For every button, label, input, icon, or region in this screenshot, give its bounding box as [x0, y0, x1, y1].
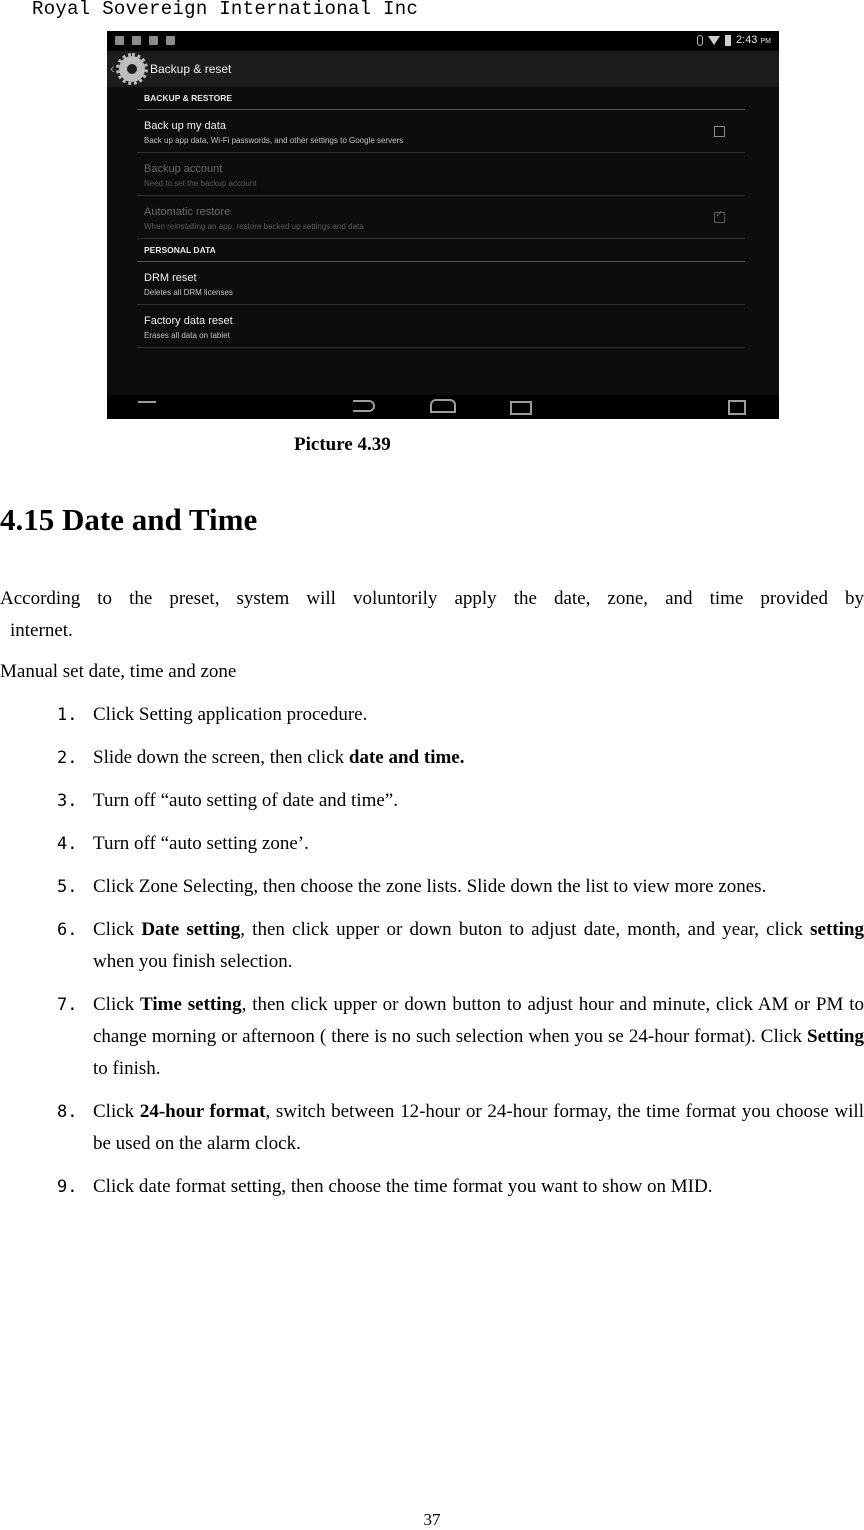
step-text: Click 24-hour format, switch between 12-hour or 24-hour formay, the time format you choose will be used on the alarm clock.	[93, 1101, 864, 1154]
step-text: Slide down the screen, then click date and time.	[93, 747, 465, 768]
usb-icon	[149, 36, 158, 45]
status-bar	[107, 31, 779, 51]
home-icon[interactable]	[430, 399, 456, 413]
settings-item[interactable]	[137, 110, 745, 153]
settings-item-summary: Erases all data on tablet	[144, 331, 230, 340]
step-text: Click Setting application procedure.	[93, 704, 368, 725]
step-number: 6.	[57, 920, 78, 940]
page-number: 37	[423, 1510, 441, 1529]
step-number: 3.	[57, 791, 78, 811]
settings-item-summary: Need to set the backup account	[144, 179, 257, 188]
settings-section-header: BACKUP & RESTORE	[137, 87, 745, 110]
notification-icon	[132, 36, 141, 45]
settings-item[interactable]	[137, 262, 745, 305]
settings-item	[137, 196, 745, 239]
status-clock: 2:43 PM	[736, 34, 771, 46]
step-text: Click Zone Selecting, then choose the zone lists. Slide down the list to view more zones.	[93, 876, 767, 897]
step-number: 5.	[57, 877, 78, 897]
wifi-icon	[708, 36, 720, 45]
settings-item-summary: Back up app data, Wi-Fi passwords, and other settings to Google servers	[144, 136, 404, 145]
recent-apps-icon[interactable]	[510, 401, 532, 415]
settings-item	[137, 153, 745, 196]
step-item	[0, 785, 864, 817]
step-item	[0, 699, 864, 731]
bluetooth-icon	[697, 35, 703, 46]
screenshot-icon[interactable]	[728, 400, 746, 415]
action-bar	[107, 51, 779, 87]
step-item	[0, 828, 864, 860]
settings-section-header: PERSONAL DATA	[137, 239, 745, 262]
back-icon[interactable]	[353, 400, 375, 412]
step-item	[0, 871, 864, 903]
intro-paragraph: According to the preset, system will voluntorily apply the date, zone, and time provided by	[0, 588, 864, 609]
intro-paragraph-continued: internet.	[10, 620, 73, 641]
step-item	[0, 914, 864, 978]
section-heading: 4.15 Date and Time	[0, 502, 258, 537]
step-text: Turn off “auto setting of date and time”.	[93, 790, 398, 811]
tablet-screenshot	[107, 31, 779, 419]
checkbox	[714, 212, 725, 223]
settings-item-title: Back up my data	[144, 120, 226, 132]
settings-list	[137, 87, 745, 348]
step-text: Click Time setting, then click upper or down button to adjust hour and minute, click AM or PM to change morning or afternoon ( there is no such selection when you se 24-hour format). Click Setting to finish.	[93, 994, 864, 1079]
settings-item-title: Backup account	[144, 163, 223, 175]
step-number: 9.	[57, 1177, 78, 1197]
screen-title: Backup & reset	[150, 62, 232, 76]
step-number: 8.	[57, 1102, 78, 1122]
step-text: Turn off “auto setting zone’.	[93, 833, 309, 854]
manual-label: Manual set date, time and zone	[0, 661, 237, 682]
notification-icon	[166, 36, 175, 45]
settings-item-title: Factory data reset	[144, 315, 233, 327]
settings-item-title: Automatic restore	[144, 206, 231, 218]
step-item	[0, 1096, 864, 1160]
hide-bar-icon[interactable]	[137, 400, 157, 408]
step-text: Click Date setting, then click upper or down buton to adjust date, month, and year, click setting when you finish selection.	[93, 919, 864, 972]
battery-icon	[725, 35, 731, 46]
page-header: Royal Sovereign International Inc	[32, 0, 419, 20]
step-number: 7.	[57, 995, 78, 1015]
step-text: Click date format setting, then choose the time format you want to show on MID.	[93, 1176, 713, 1197]
steps-list	[0, 699, 864, 1214]
figure-caption: Picture 4.39	[294, 434, 391, 455]
step-number: 2.	[57, 748, 78, 768]
checkbox[interactable]	[714, 126, 725, 137]
back-chevron-icon[interactable]: ‹	[110, 60, 115, 76]
settings-gear-icon[interactable]	[119, 56, 145, 82]
step-number: 1.	[57, 705, 78, 725]
step-item	[0, 1171, 864, 1203]
settings-item-summary: When reinstalling an app, restore backed up settings and data	[144, 222, 364, 231]
settings-item[interactable]	[137, 305, 745, 348]
settings-item-title: DRM reset	[144, 272, 197, 284]
navigation-bar	[107, 395, 779, 419]
settings-item-summary: Deletes all DRM licenses	[144, 288, 233, 297]
step-item	[0, 742, 864, 774]
step-number: 4.	[57, 834, 78, 854]
notification-icon	[115, 36, 124, 45]
step-item	[0, 989, 864, 1085]
